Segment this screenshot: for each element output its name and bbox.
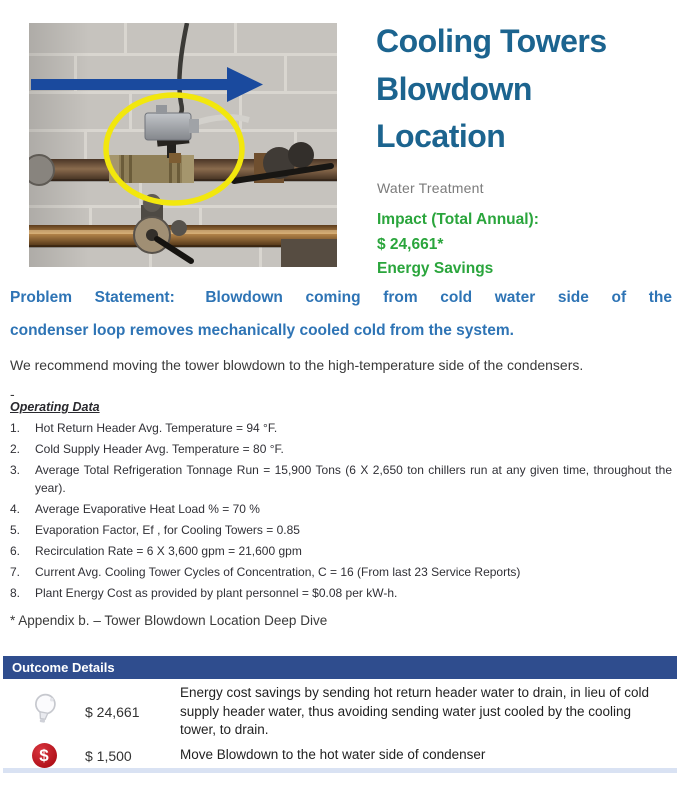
outcome-icon-cell bbox=[3, 692, 85, 732]
impact-type: Energy Savings bbox=[377, 260, 494, 277]
operating-data-item bbox=[10, 542, 672, 560]
page-title bbox=[376, 18, 607, 161]
item-text: Cold Supply Header Avg. Temperature = 80 °F. bbox=[35, 442, 284, 456]
item-number: 2. bbox=[10, 442, 21, 456]
impact-label: Impact (Total Annual): bbox=[377, 211, 539, 228]
recommendation-text: We recommend moving the tower blowdown to the high-temperature side of the condensers. bbox=[10, 357, 584, 373]
impact-value: $ 24,661* bbox=[377, 235, 444, 253]
outcome-icon-cell bbox=[3, 743, 85, 768]
title-line-1: Cooling Towers bbox=[376, 23, 607, 59]
blowdown-photo bbox=[29, 23, 337, 267]
outcome-amount: $ 1,500 bbox=[85, 747, 132, 764]
dollar-circle-icon bbox=[32, 743, 57, 768]
operating-data-list bbox=[10, 419, 672, 605]
title-line-2: Blowdown bbox=[376, 70, 532, 107]
operating-data-item bbox=[10, 461, 672, 497]
operating-data-item bbox=[10, 584, 672, 602]
title-line-3: Location bbox=[376, 118, 506, 154]
item-text: Plant Energy Cost as provided by plant personnel = $0.08 per kW-h. bbox=[35, 586, 398, 600]
problem-statement-text1: Blowdown coming from cold water side of the bbox=[205, 289, 672, 306]
problem-statement bbox=[10, 288, 672, 341]
operating-data-item bbox=[10, 521, 672, 539]
problem-statement-text2: condenser loop removes mechanically cooled cold from the system. bbox=[10, 322, 514, 339]
item-text: Average Total Refrigeration Tonnage Run = 15,900 Tons (6 X 2,650 ton chillers run at any given time, throughout the year). bbox=[35, 463, 672, 495]
item-number: 7. bbox=[10, 565, 21, 579]
appendix-note: * Appendix b. – Tower Blowdown Location Deep Dive bbox=[10, 613, 328, 628]
operating-data-item bbox=[10, 419, 672, 437]
item-number: 5. bbox=[10, 523, 21, 537]
item-text: Average Evaporative Heat Load % = 70 % bbox=[35, 502, 260, 516]
outcome-table-header: Outcome Details bbox=[3, 656, 677, 679]
outcome-table-row bbox=[3, 743, 677, 768]
outcome-details-table bbox=[3, 656, 677, 773]
operating-data-item bbox=[10, 440, 672, 458]
problem-statement-line1 bbox=[10, 288, 672, 308]
item-number: 4. bbox=[10, 502, 21, 516]
item-number: 3. bbox=[10, 463, 21, 477]
outcome-table-row bbox=[3, 681, 677, 743]
item-number: 8. bbox=[10, 586, 21, 600]
impact-block bbox=[377, 208, 539, 282]
item-text: Evaporation Factor, Ef , for Cooling Towers = 0.85 bbox=[35, 523, 300, 537]
outcome-amount: $ 24,661 bbox=[85, 704, 140, 720]
next-row-partial bbox=[3, 768, 677, 773]
item-text: Hot Return Header Avg. Temperature = 94 °F. bbox=[35, 421, 278, 435]
operating-data-item bbox=[10, 563, 672, 581]
problem-statement-label: Problem Statement: bbox=[10, 289, 175, 306]
operating-data-item bbox=[10, 500, 672, 518]
dollar-glyph: $ bbox=[32, 743, 57, 768]
operating-data-heading: Operating Data bbox=[10, 400, 100, 414]
item-number: 6. bbox=[10, 544, 21, 558]
dash-line: - bbox=[10, 386, 15, 402]
outcome-table-rows bbox=[3, 681, 677, 768]
item-number: 1. bbox=[10, 421, 21, 435]
outcome-description: Energy cost savings by sending hot return header water to drain, in lieu of cold supply header water, thus avoiding sending water just cooled by the cooling tower, to drain. bbox=[180, 685, 650, 738]
light-bulb-icon bbox=[28, 690, 61, 734]
outcome-description: Move Blowdown to the hot water side of condenser bbox=[180, 747, 486, 763]
item-text: Recirculation Rate = 6 X 3,600 gpm = 21,600 gpm bbox=[35, 544, 302, 558]
item-text: Current Avg. Cooling Tower Cycles of Concentration, C = 16 (From last 23 Service Reports) bbox=[35, 565, 521, 579]
piping-photo-illustration bbox=[29, 23, 337, 267]
category-subtitle: Water Treatment bbox=[377, 180, 484, 196]
